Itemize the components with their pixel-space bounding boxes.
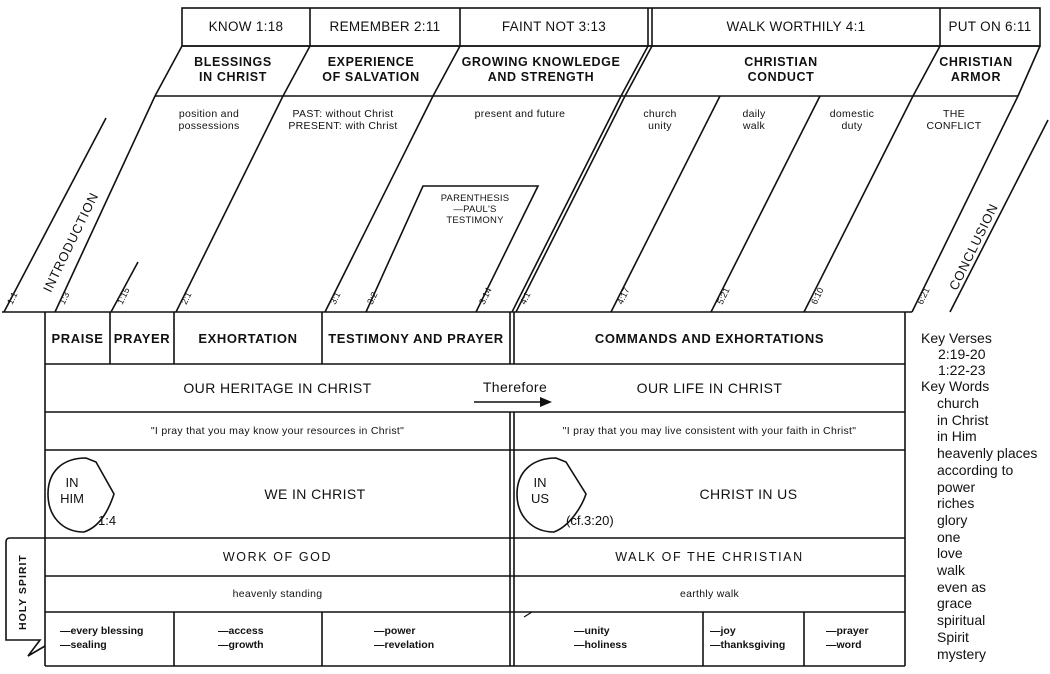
ref-4-17: 4:17 bbox=[615, 285, 632, 306]
header-experience bbox=[296, 55, 446, 85]
prayer-left: "I pray that you may know your resources in Christ" bbox=[150, 425, 405, 437]
header-armor-l1: CHRISTIAN bbox=[939, 55, 1013, 69]
key-word: in Christ bbox=[937, 411, 989, 428]
key-word: grace bbox=[937, 595, 973, 612]
heavenly-standing: heavenly standing bbox=[232, 588, 323, 600]
key-word: mystery bbox=[937, 645, 986, 662]
subtopic-domestic-duty bbox=[820, 108, 884, 133]
we-in-christ: WE IN CHRIST bbox=[264, 486, 366, 502]
theme-put-on: PUT ON 6:11 bbox=[948, 19, 1032, 34]
subtopic-domestic-l2: duty bbox=[841, 120, 863, 133]
in-him-text bbox=[52, 475, 92, 507]
subtopic-domestic-l1: domestic bbox=[829, 108, 875, 120]
key-word: walk bbox=[937, 562, 966, 578]
header-growing bbox=[444, 55, 638, 85]
key-verse-2: 1:22-23 bbox=[938, 362, 986, 378]
key-word: spiritual bbox=[937, 612, 986, 629]
ref-1-15: 1:15 bbox=[115, 285, 132, 306]
walk-of-christian: WALK OF THE CHRISTIAN bbox=[615, 550, 804, 564]
key-word: even as bbox=[937, 578, 987, 595]
key-word: glory bbox=[937, 511, 968, 528]
introduction-label: INTRODUCTION bbox=[40, 189, 102, 295]
in-us-l2: US bbox=[530, 491, 550, 506]
subtopic-church-l2: unity bbox=[648, 120, 672, 133]
key-word: according to bbox=[937, 461, 1014, 478]
key-words-title: Key Words bbox=[921, 378, 990, 394]
key-word: heavenly places bbox=[937, 445, 1038, 462]
header-blessings-l1: BLESSINGS bbox=[194, 55, 272, 69]
header-blessings-l2: IN CHRIST bbox=[199, 69, 267, 84]
key-word: power bbox=[937, 478, 976, 495]
list-blessing-sealing: —every blessing —sealing bbox=[60, 625, 144, 651]
parenthesis-label bbox=[420, 193, 530, 227]
key-word: in Him bbox=[937, 428, 977, 445]
in-us-text bbox=[520, 475, 560, 507]
ref-3-1: 3:1 bbox=[328, 290, 343, 306]
in-us-l1: IN bbox=[533, 475, 547, 490]
ref-4-1: 4:1 bbox=[518, 290, 533, 306]
key-word: love bbox=[937, 545, 963, 562]
subtopic-growing: present and future bbox=[474, 108, 566, 120]
subtopic-conflict-l1: THE bbox=[943, 108, 965, 120]
ref-6-10: 6:10 bbox=[809, 285, 826, 306]
work-of-god: WORK OF GOD bbox=[222, 550, 333, 564]
subtopic-conflict-l2: CONFLICT bbox=[926, 120, 982, 133]
section-praise: PRAISE bbox=[51, 331, 104, 346]
section-exhortation: EXHORTATION bbox=[198, 331, 298, 346]
in-him-l1: IN bbox=[65, 475, 79, 490]
subtopic-church-l1: church bbox=[643, 108, 677, 120]
in-us-ref: (cf.3:20) bbox=[566, 513, 614, 528]
theme-faint-not: FAINT NOT 3:13 bbox=[501, 19, 607, 34]
section-testimony: TESTIMONY AND PRAYER bbox=[328, 331, 504, 346]
key-word: riches bbox=[937, 495, 975, 512]
subtopic-experience bbox=[270, 108, 416, 133]
key-word: church bbox=[937, 395, 980, 411]
theme-remember: REMEMBER 2:11 bbox=[329, 19, 441, 34]
subtopic-experience-l2: PRESENT: with Christ bbox=[288, 120, 398, 133]
subtopic-daily-l2: walk bbox=[742, 120, 766, 133]
theme-know: KNOW 1:18 bbox=[208, 19, 284, 34]
parenthesis-l2: —PAUL'S bbox=[453, 204, 497, 216]
in-him-ref: 1:4 bbox=[98, 513, 117, 528]
heritage-left: OUR HERITAGE IN CHRIST bbox=[183, 380, 372, 396]
subtopic-daily-walk bbox=[726, 108, 782, 133]
conclusion-label: CONCLUSION bbox=[946, 200, 1001, 293]
parenthesis-l1: PARENTHESIS bbox=[440, 193, 510, 204]
list-joy-thanksgiving: —joy —thanksgiving bbox=[710, 625, 786, 651]
ref-6-21: 6:21 bbox=[915, 285, 932, 306]
header-growing-l1: GROWING KNOWLEDGE bbox=[461, 55, 621, 69]
in-him-l2: HIM bbox=[60, 491, 84, 506]
header-conduct bbox=[636, 55, 926, 85]
holy-spirit-label: HOLY SPIRIT bbox=[17, 554, 29, 630]
key-verse-1: 2:19-20 bbox=[938, 346, 986, 362]
christ-in-us: CHRIST IN US bbox=[699, 486, 798, 502]
list-unity-holiness: —unity —holiness bbox=[574, 625, 628, 651]
header-blessings bbox=[168, 55, 298, 85]
section-commands: COMMANDS AND EXHORTATIONS bbox=[594, 331, 825, 346]
ref-3-14: 3:14 bbox=[477, 285, 494, 306]
theme-walk-worthily: WALK WORTHILY 4:1 bbox=[726, 19, 866, 34]
header-armor bbox=[922, 55, 1030, 85]
ref-1-3: 1:3 bbox=[57, 290, 72, 306]
subtopic-blessings bbox=[150, 108, 268, 133]
header-experience-l1: EXPERIENCE bbox=[327, 55, 415, 69]
ref-3-2: 3:2 bbox=[365, 290, 380, 306]
prayer-right: "I pray that you may live consistent with your faith in Christ" bbox=[562, 425, 857, 437]
list-power-revelation: —power —revelation bbox=[374, 625, 435, 651]
key-word: Spirit bbox=[937, 628, 969, 645]
list-prayer-word: —prayer —word bbox=[826, 625, 869, 651]
heritage-right: OUR LIFE IN CHRIST bbox=[636, 380, 783, 396]
divider-1-3 bbox=[55, 96, 155, 312]
header-experience-l2: OF SALVATION bbox=[322, 69, 420, 84]
header-armor-l2: ARMOR bbox=[950, 69, 1002, 84]
header-conduct-l1: CHRISTIAN bbox=[744, 55, 818, 69]
ref-2-1: 2:1 bbox=[179, 290, 194, 306]
earthly-walk: earthly walk bbox=[679, 588, 740, 600]
key-word: one bbox=[937, 528, 961, 545]
section-prayer: PRAYER bbox=[113, 331, 171, 346]
header-conduct-l2: CONDUCT bbox=[747, 69, 815, 84]
subtopic-experience-l1: PAST: without Christ bbox=[292, 108, 394, 120]
subtopic-conflict bbox=[916, 108, 992, 133]
subtopic-daily-l1: daily bbox=[742, 108, 766, 120]
ref-1-1: 1:1 bbox=[5, 290, 20, 306]
ref-5-21: 5:21 bbox=[715, 285, 732, 306]
list-access-growth: —access —growth bbox=[218, 625, 264, 651]
parenthesis-l3: TESTIMONY bbox=[446, 215, 504, 227]
subtopic-church-unity bbox=[630, 108, 690, 133]
header-growing-l2: AND STRENGTH bbox=[487, 69, 595, 84]
subtopic-blessings-l1: position and bbox=[178, 108, 240, 120]
key-verses-title: Key Verses bbox=[921, 330, 992, 346]
divider-4-1b bbox=[516, 96, 625, 312]
subtopic-blessings-l2: possessions bbox=[178, 120, 240, 133]
therefore-label: Therefore bbox=[482, 379, 548, 395]
therefore-arrow-head bbox=[540, 397, 552, 407]
